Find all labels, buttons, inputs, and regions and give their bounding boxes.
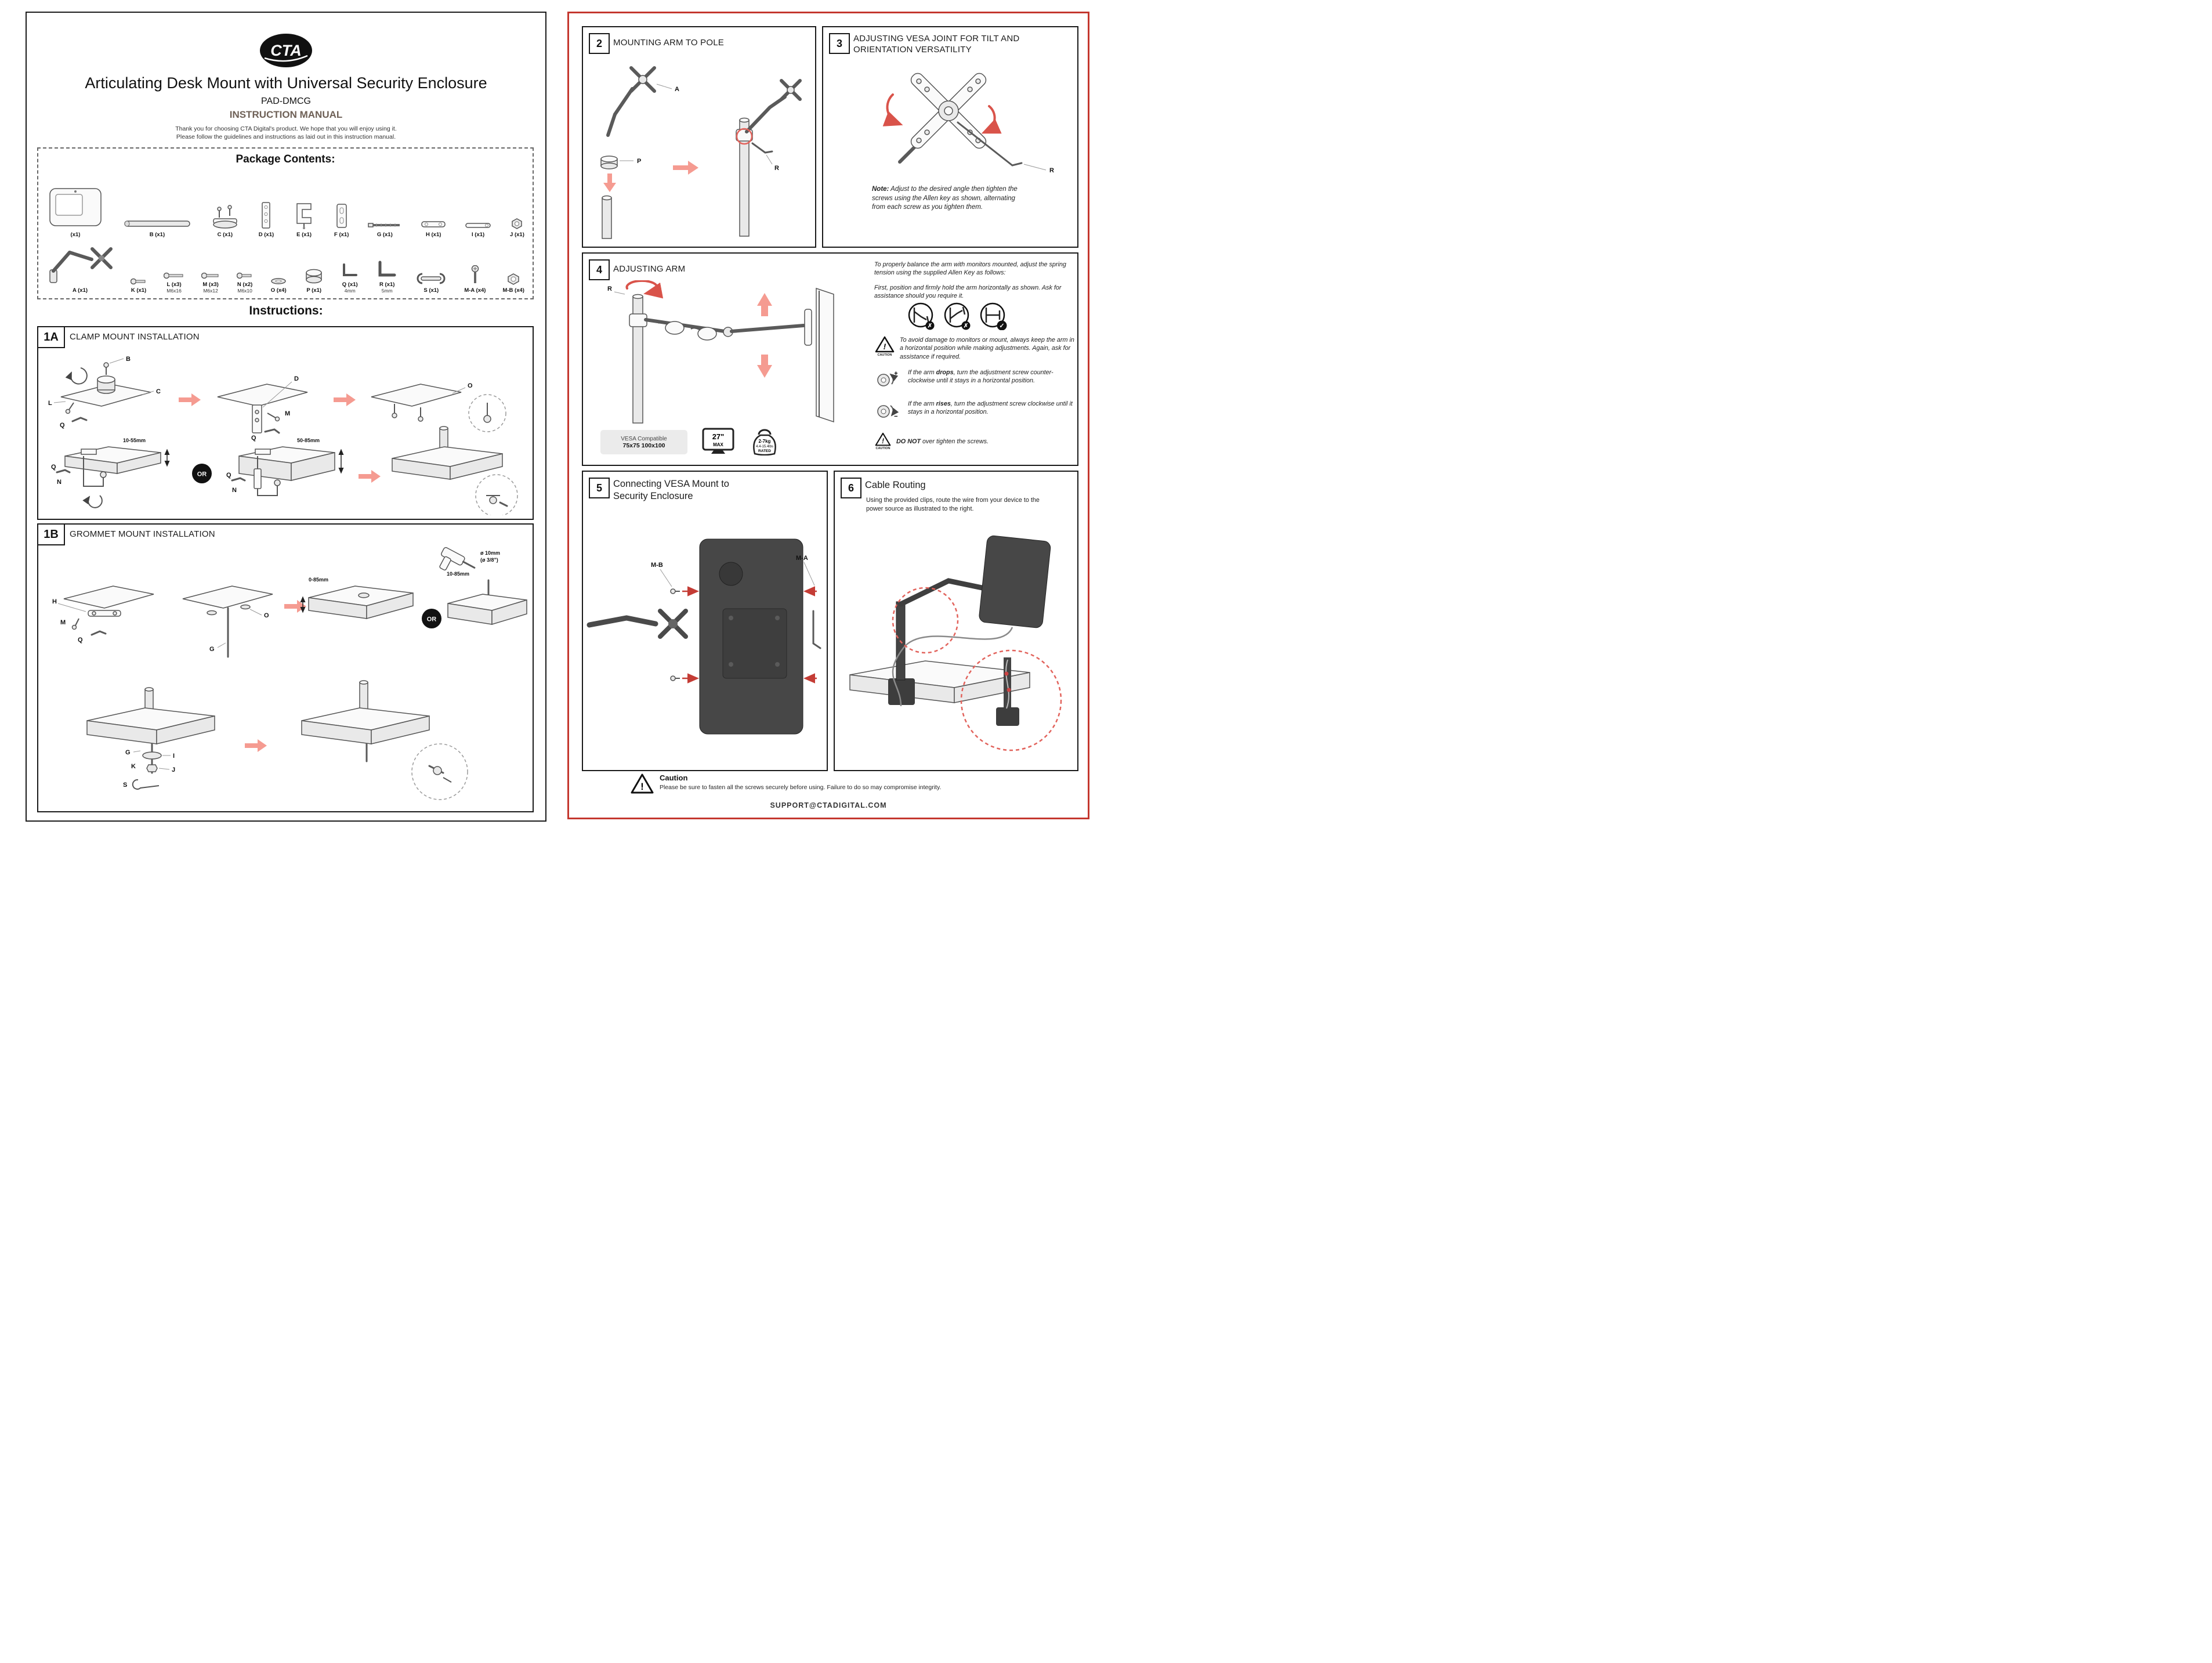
section-1b-title: GROMMET MOUNT INSTALLATION	[70, 529, 215, 539]
part-s: S (x1)	[415, 272, 447, 294]
svg-text:!: !	[882, 438, 884, 446]
screw-m6x10-icon	[237, 272, 253, 279]
long-bolt-icon	[367, 221, 402, 229]
knob-icon	[304, 267, 324, 285]
svg-text:Q: Q	[226, 472, 231, 479]
bolt-ma-icon	[470, 265, 480, 285]
svg-text:MAX: MAX	[713, 442, 723, 447]
screw-m6x16-icon	[164, 272, 184, 279]
part-g: G (x1)	[367, 221, 402, 238]
svg-text:N: N	[57, 479, 61, 486]
section-4-intro: To properly balance the arm with monitors mounted, adjust the spring tension using the supplied Allen Key as follows:	[874, 261, 1066, 277]
section-3-note: Note: Adjust to the desired angle then tighten the screws using the Allen key as shown, alternating from each screw as you tighten them.	[872, 186, 1018, 211]
left-page	[26, 12, 546, 822]
svg-text:M-B: M-B	[651, 562, 663, 569]
section-4-title: ADJUSTING ARM	[613, 264, 686, 274]
thanks-line1: Thank you for choosing CTA Digital's product. We hope that you will enjoy using it.	[175, 125, 397, 132]
manual-heading: INSTRUCTION MANUAL	[229, 109, 343, 120]
screw-m6x12-icon	[201, 272, 220, 279]
svg-text:K: K	[131, 763, 136, 770]
adjust-screw-cw-icon	[874, 400, 903, 420]
part-d: D (x1)	[259, 201, 274, 238]
step-number-5: 5	[589, 478, 610, 498]
svg-text:M-A: M-A	[796, 555, 808, 562]
svg-text:+: +	[894, 370, 898, 377]
svg-text:S: S	[123, 782, 128, 789]
svg-text:H: H	[52, 598, 57, 605]
section-4-caution-row: ! CAUTION To avoid damage to monitors or mount, always keep the arm in a horizontal position while making adjustments. Again, ask for assistance if required.	[874, 336, 1076, 361]
caution-body: Please be sure to fasten all the screws securely before using. Failure to do so may compromise integrity.	[660, 784, 942, 791]
svg-text:Q: Q	[60, 422, 65, 429]
hex-nut-icon	[511, 218, 523, 229]
section-1b	[37, 523, 534, 812]
svg-text:OR: OR	[197, 471, 207, 478]
section-1a-title: CLAMP MOUNT INSTALLATION	[70, 332, 200, 342]
model-number: PAD-DMCG	[261, 96, 311, 106]
drill-icon	[435, 547, 477, 582]
svg-text:✗: ✗	[927, 323, 933, 330]
svg-text:M: M	[285, 410, 291, 417]
section-4-donot-text: DO NOT over tighten the screws.	[896, 438, 989, 445]
svg-text:O: O	[264, 612, 269, 619]
svg-text:C: C	[156, 388, 161, 395]
part-p: P (x1)	[304, 267, 324, 294]
section-5-title: Connecting VESA Mount to Security Enclosure	[613, 479, 729, 501]
grommet-mount-diagram	[41, 545, 530, 808]
svg-text:(ø 3/8"): (ø 3/8")	[480, 557, 498, 563]
step-number-4: 4	[589, 259, 610, 280]
vesa-joint-diagram	[826, 55, 1075, 178]
svg-text:G: G	[125, 749, 131, 756]
articulating-arm-icon	[46, 236, 114, 285]
allen-key-5mm-icon	[376, 261, 398, 279]
step-number-6: 6	[841, 478, 861, 498]
part-o: O (x4)	[270, 277, 287, 294]
part-mb: M-B (x4)	[502, 273, 524, 294]
svg-text:Q: Q	[78, 637, 83, 643]
vesa-to-enclosure-diagram	[586, 504, 823, 767]
svg-text:ø 10mm: ø 10mm	[480, 550, 501, 556]
svg-text:OR: OR	[426, 616, 437, 623]
part-f: F (x1)	[334, 203, 349, 238]
flat-bracket-icon	[421, 219, 446, 229]
svg-text:L: L	[48, 400, 52, 407]
note-label: Note:	[872, 186, 889, 193]
package-contents-box	[37, 147, 534, 299]
part-e: E (x1)	[292, 201, 316, 238]
weight-rating-badge	[747, 426, 783, 455]
section-1a	[37, 326, 534, 520]
svg-text:R: R	[774, 165, 779, 172]
part-b: B (x1)	[123, 218, 191, 238]
svg-text:0-85mm: 0-85mm	[309, 577, 329, 583]
part-a: A (x1)	[46, 236, 114, 294]
clamp-icon	[292, 201, 316, 229]
svg-text:✓: ✓	[999, 323, 1005, 330]
part-h: H (x1)	[421, 219, 446, 238]
adjusting-arm-diagram	[588, 280, 866, 426]
caution-title: Caution	[660, 773, 688, 782]
flat-washer-bar-icon	[465, 221, 491, 229]
section-4-donot-row: ! CAUTION DO NOT over tighten the screws.	[874, 432, 1076, 451]
nut-mb-icon	[507, 273, 520, 285]
page-title: Articulating Desk Mount with Universal Security Enclosure	[85, 74, 487, 92]
part-ma: M-A (x4)	[464, 265, 486, 294]
svg-text:Q: Q	[51, 464, 56, 471]
section-3-title: ADJUSTING VESA JOINT FOR TILT AND ORIENTATION VERSATILITY	[853, 34, 1020, 55]
clamp-mount-diagram	[41, 348, 530, 515]
support-email: SUPPORT@CTADIGITAL.COM	[770, 801, 887, 809]
instructions-title: Instructions:	[249, 304, 323, 317]
svg-text:M: M	[60, 619, 66, 626]
arm-position-examples	[908, 302, 1008, 330]
adjust-screw-ccw-icon	[874, 368, 903, 388]
caution-triangle-icon	[631, 773, 654, 794]
vesa-compatible-badge: VESA Compatible 75x75 100x100	[600, 430, 687, 454]
svg-text:P: P	[637, 158, 642, 165]
svg-text:O: O	[468, 382, 473, 389]
svg-text:CTA: CTA	[270, 42, 302, 59]
section-2-title: MOUNTING ARM TO POLE	[613, 38, 724, 48]
cta-logo	[259, 32, 313, 68]
step-number-1a: 1A	[37, 326, 65, 348]
svg-text:!: !	[883, 342, 886, 351]
svg-text:✗: ✗	[963, 323, 969, 330]
allen-key-4mm-icon	[341, 263, 359, 279]
slot-plate-icon	[335, 203, 349, 229]
step-number-2: 2	[589, 33, 610, 54]
pole-icon	[123, 218, 191, 229]
parts-row-1	[46, 173, 524, 238]
part-l: L (x3) M6x16	[164, 272, 184, 294]
arm-down-wrong-icon	[908, 302, 936, 330]
svg-text:−: −	[894, 413, 898, 420]
part-j: J (x1)	[510, 218, 524, 238]
section-4-para1: First, position and firmly hold the arm horizontally as shown. Ask for assistance should you require it.	[874, 284, 1062, 300]
section-5	[582, 471, 828, 771]
manual-canvas	[0, 0, 1106, 832]
wrench-icon	[415, 272, 447, 285]
part-c: C (x1)	[210, 205, 240, 238]
small-screw-icon	[131, 278, 147, 285]
svg-text:!: !	[640, 781, 644, 792]
section-2	[582, 26, 816, 248]
svg-text:10-55mm: 10-55mm	[123, 438, 146, 443]
arm-horizontal-correct-icon	[980, 302, 1008, 330]
svg-text:R: R	[1049, 167, 1054, 174]
part-q: Q (x1) 4mm	[341, 263, 359, 294]
right-page	[567, 12, 1089, 819]
section-4	[582, 252, 1078, 466]
washer-icon	[270, 277, 287, 285]
section-6-title: Cable Routing	[865, 480, 926, 490]
section-6-body: Using the provided clips, route the wire from your device to the power source as illustrated to the right.	[866, 497, 1040, 512]
part-k: K (x1)	[131, 278, 147, 294]
bracket-plate-icon	[259, 201, 273, 229]
svg-text:Q: Q	[251, 435, 256, 442]
cable-routing-diagram	[838, 532, 1073, 764]
monitor-size-badge	[700, 426, 736, 455]
enclosure-icon	[46, 184, 104, 229]
section-4-rises-text: If the arm rises, turn the adjustment screw clockwise until it stays in a horizontal position.	[908, 400, 1073, 416]
arm-up-wrong-icon	[944, 302, 972, 330]
svg-text:B: B	[126, 356, 131, 363]
section-4-caution-text: To avoid damage to monitors or mount, always keep the arm in a horizontal position while making adjustments. Again, ask for assistance if required.	[900, 337, 1074, 360]
svg-text:4.4-15.4lbs: 4.4-15.4lbs	[756, 445, 773, 449]
step-number-1b: 1B	[37, 523, 65, 545]
part-m: M (x3) M6x12	[201, 272, 220, 294]
svg-text:10-85mm: 10-85mm	[447, 571, 470, 577]
thanks-line2: Please follow the guidelines and instructions as laid out in this instruction manual.	[176, 133, 396, 140]
section-4-drops-text: If the arm drops, turn the adjustment screw counter-clockwise until it stays in a horizontal position.	[908, 369, 1053, 385]
part-n: N (x2) M6x10	[237, 272, 253, 294]
svg-text:R: R	[607, 285, 612, 292]
svg-text:J: J	[172, 767, 176, 773]
caution-triangle-icon	[875, 432, 891, 447]
package-contents-title: Package Contents:	[236, 153, 335, 165]
section-4-drops-row	[874, 368, 1076, 388]
mounting-arm-diagram	[586, 54, 812, 243]
pole-base-icon	[210, 205, 240, 229]
svg-text:50-85mm: 50-85mm	[297, 438, 320, 443]
section-3	[822, 26, 1078, 248]
caution-triangle-icon	[875, 336, 895, 353]
svg-text:D: D	[294, 375, 299, 382]
svg-text:N: N	[232, 487, 237, 494]
svg-text:I: I	[173, 753, 175, 760]
svg-text:G: G	[209, 646, 215, 653]
svg-text:RATED: RATED	[758, 449, 771, 453]
svg-text:A: A	[675, 86, 679, 93]
section-6	[834, 471, 1078, 771]
parts-row-2	[46, 240, 524, 294]
part-i: I (x1)	[465, 221, 491, 238]
part-r: R (x1) 5mm	[376, 261, 398, 294]
part-enclosure: (x1)	[46, 184, 104, 238]
svg-text:2-7kg: 2-7kg	[758, 439, 771, 444]
section-4-rises-row	[874, 400, 1076, 420]
step-number-3: 3	[829, 33, 850, 54]
svg-text:27": 27"	[712, 432, 725, 441]
